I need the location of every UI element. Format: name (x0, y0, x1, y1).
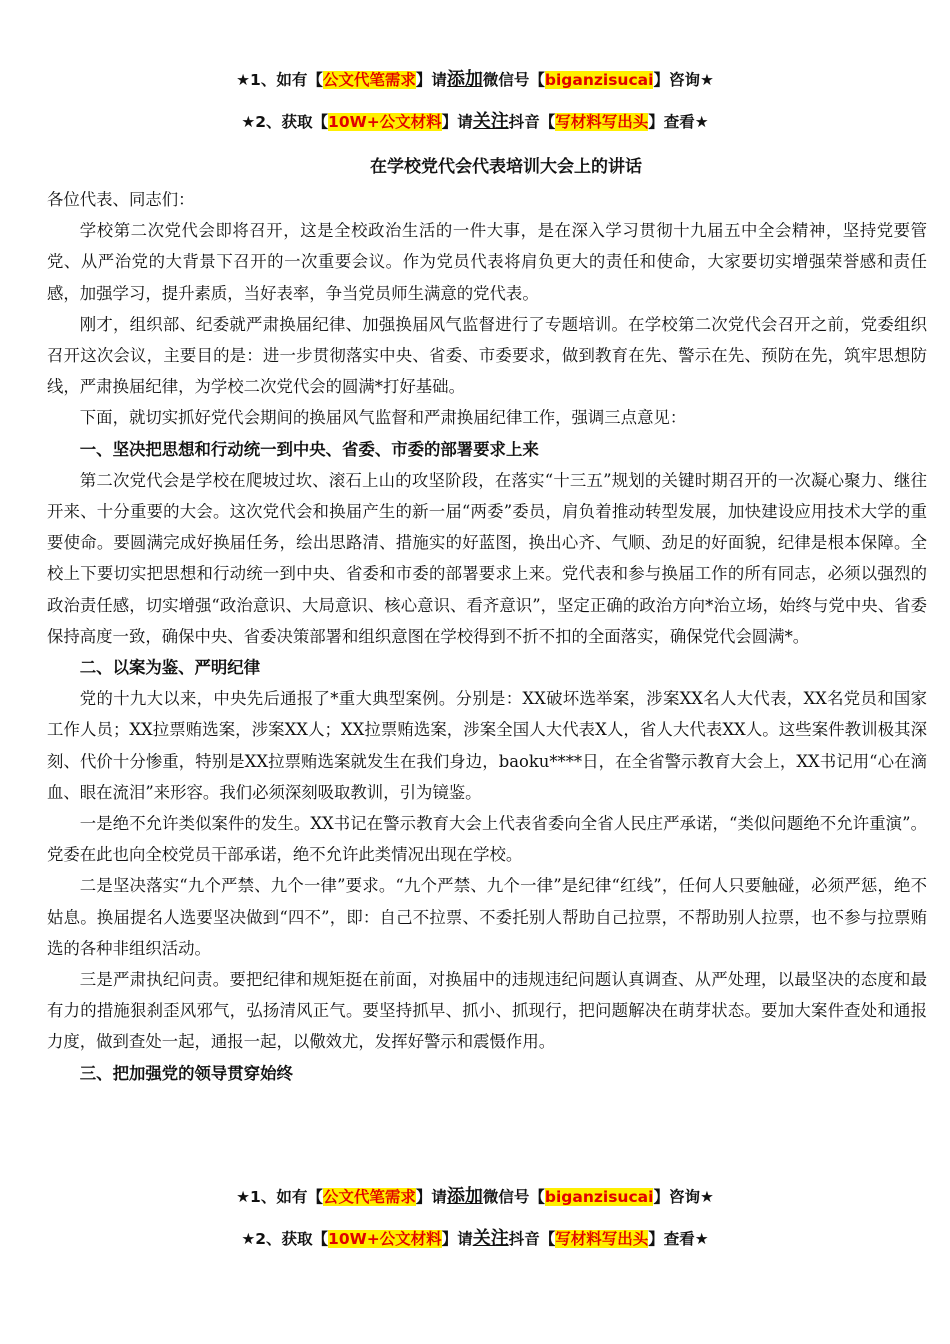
banner-emphasis: 关注 (472, 1228, 509, 1249)
document-title: 在学校党代会代表培训大会上的讲话 (370, 157, 642, 177)
paragraph: 刚才，组织部、纪委就严肃换届纪律、加强换届风气监督进行了专题培训。在学校第二次党代会召开之前，党委组织召开这次会议，主要目的是：进一步贯彻落实中央、省委、市委要求，做到教育在先、警示在先、预防在先，筑牢思想防线，严肃换届纪律，为学校二次党代会的圆满*打好基础。 (47, 314, 927, 397)
banner-highlight: 公文代笔需求 (322, 71, 416, 89)
banner-text: 】请 (415, 71, 447, 89)
promo-banner-bottom-2 (0, 1228, 950, 1250)
section-heading: 三、把加强党的领导贯穿始终 (79, 1063, 293, 1083)
promo-banner-bottom-1 (0, 1186, 950, 1208)
banner-text: ★2、获取【 (241, 1230, 329, 1248)
banner-text: 抖音【 (508, 1230, 556, 1248)
banner-highlight: 10W+公文材料 (328, 113, 442, 131)
paragraph: 学校第二次党代会即将召开，这是全校政治生活的一件大事，是在深入学习贯彻十九届五中全会精神，坚持党要管党、从严治党的大背景下召开的一次重要会议。作为党员代表将肩负更大的责任和使命，大家要切实增强荣誉感和责任感，加强学习，提升素质，当好表率，争当党员师生满意的党代表。 (47, 221, 927, 303)
banner-text: 】请 (441, 113, 473, 131)
banner-emphasis: 添加 (446, 69, 483, 90)
banner-highlight: 写材料写出头 (555, 1230, 649, 1248)
paragraph: 第二次党代会是学校在爬坡过坎、滚石上山的攻坚阶段，在落实“十三五”规划的关键时期召开的一次凝心聚力、继往开来、十分重要的大会。这次党代会和换届产生的新一届“两委”委员，肩负着推动转型发展，加快建设应用技术大学的重要使命。要圆满完成好换届任务，绘出思路清、措施实的好蓝图，换出心齐、气顺、劲足的好面貌，纪律是根本保障。全校上下要切实把思想和行动统一到中央、省委和市委的部署要求上来。党代表和参与换届工作的所有同志，必须以强烈的政治责任感，切实增强“政治意识、大局意识、核心意识、看齐意识”，坚定正确的政治方向*治立场，始终与党中央、省委保持高度一致，确保中央、省委决策部署和组织意图在学校得到不折不扣的全面落实，确保党代会圆满*。 (47, 470, 927, 646)
banner-highlight: biganzisucai (544, 1188, 654, 1206)
banner-text: 】查看★ (648, 1230, 709, 1248)
section-heading: 一、坚决把思想和行动统一到中央、省委、市委的部署要求上来 (79, 439, 539, 459)
paragraph: 一是绝不允许类似案件的发生。XX书记在警示教育大会上代表省委向全省人民庄严承诺，“类似问题绝不允许重演”。党委在此也向全校党员干部承诺，绝不允许此类情况出现在学校。 (47, 814, 927, 865)
banner-text: 】咨询★ (653, 1188, 714, 1206)
paragraph: 下面，就切实抓好党代会期间的换届风气监督和严肃换届纪律工作，强调三点意见： (79, 408, 687, 428)
paragraph: 三是严肃执纪问责。要把纪律和规矩挺在前面，对换届中的违规违纪问题认真调查、从严处理，以最坚决的态度和最有力的措施狠刹歪风邪气，弘扬清风正气。要坚持抓早、抓小、抓现行，把问题解决在萌芽状态。要加大案件查处和通报力度，做到查处一起，通报一起，以儆效尤，发挥好警示和震慑作用。 (47, 970, 927, 1052)
banner-text: 】请 (415, 1188, 447, 1206)
banner-text: 】请 (441, 1230, 473, 1248)
promo-banner-top-1 (0, 69, 950, 91)
banner-text: ★2、获取【 (241, 113, 329, 131)
banner-text: 】查看★ (648, 113, 709, 131)
banner-text: 抖音【 (508, 113, 556, 131)
banner-text: ★1、如有【 (236, 71, 323, 89)
banner-emphasis: 关注 (472, 111, 509, 132)
banner-text: ★1、如有【 (236, 1188, 323, 1206)
banner-highlight: 写材料写出头 (555, 113, 649, 131)
banner-text: 微信号【 (482, 1188, 545, 1206)
banner-highlight: biganzisucai (544, 71, 654, 89)
section-heading: 二、以案为鉴、严明纪律 (79, 658, 261, 678)
banner-highlight: 10W+公文材料 (328, 1230, 442, 1248)
banner-text: 】咨询★ (653, 71, 714, 89)
banner-highlight: 公文代笔需求 (322, 1188, 416, 1206)
document-body (47, 184, 927, 1089)
paragraph: 二是坚决落实“九个严禁、九个一律”要求。“九个严禁、九个一律”是纪律“红线”，任何人只要触碰，必须严惩，绝不姑息。换届提名人选要坚决做到“四不”，即：自己不拉票、不委托别人帮助自己拉票，不帮助别人拉票，也不参与拉票贿选的各种非组织活动。 (47, 876, 927, 958)
salutation: 各位代表、同志们： (47, 190, 195, 209)
paragraph: 党的十九大以来，中央先后通报了*重大典型案例。分别是：XX破坏选举案，涉案XX名人大代表，XX名党员和国家工作人员；XX拉票贿选案，涉案XX人；XX拉票贿选案，涉案全国人大代表X人，省人大代表XX人。这些案件教训极其深刻、代价十分惨重，特别是XX拉票贿选案就发生在我们身边，baoku****日，在全省警示教育大会上，XX书记用“心在滴血、眼在流泪”来形容。我们必须深刻吸取教训，引为镜鉴。 (47, 689, 927, 802)
banner-text: 微信号【 (482, 71, 545, 89)
promo-banner-top-2 (0, 111, 950, 133)
banner-emphasis: 添加 (446, 1186, 483, 1207)
